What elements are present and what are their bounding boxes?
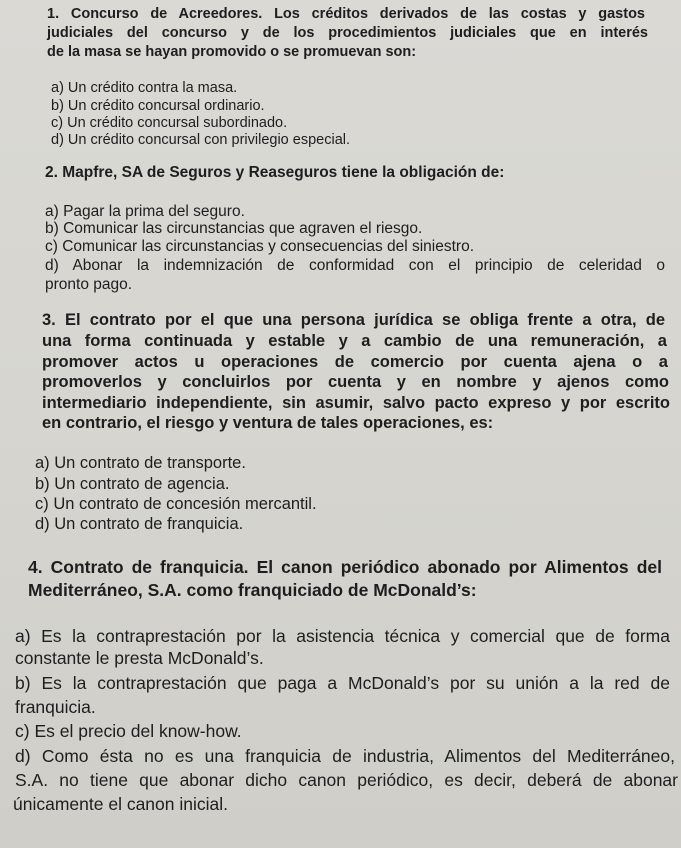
question-4-option-a-cont: constante le presta McDonald’s. xyxy=(15,648,264,668)
question-4-option-b: b) Es la contraprestación que paga a McDonald’s por su unión a la red de xyxy=(15,673,670,693)
question-4-option-c: c) Es el precio del know-how. xyxy=(15,721,242,741)
question-3-stem-line: promover actos u operaciones de comercio por cuenta ajena o a xyxy=(42,353,668,371)
question-4-option-d-cont: únicamente el canon inicial. xyxy=(13,794,228,814)
question-3-option-b: b) Un contrato de agencia. xyxy=(35,475,230,493)
question-3-stem-line: en contrario, el riesgo y ventura de tales operaciones, es: xyxy=(42,414,494,432)
question-2-stem-line: 2. Mapfre, SA de Seguros y Reaseguros tiene la obligación de: xyxy=(45,164,505,181)
question-3-option-a: a) Un contrato de transporte. xyxy=(35,454,246,472)
question-3-option-d: d) Un contrato de franquicia. xyxy=(35,515,244,533)
question-1-option-b: b) Un crédito concursal ordinario. xyxy=(51,98,265,114)
question-2-option-c: c) Comunicar las circunstancias y consecuencias del siniestro. xyxy=(45,238,475,255)
question-3-stem-line: promoverlos y concluirlos por cuenta y en nombre y ajenos como xyxy=(42,373,669,391)
question-2-option-a: a) Pagar la prima del seguro. xyxy=(45,203,245,220)
question-4-option-b-cont: franquicia. xyxy=(15,697,96,717)
question-4-option-a: a) Es la contraprestación por la asistencia técnica y comercial que de forma xyxy=(15,626,670,646)
question-4-stem-line: Mediterráneo, S.A. como franquiciado de McDonald’s: xyxy=(28,580,477,600)
question-1-option-a: a) Un crédito contra la masa. xyxy=(51,80,238,96)
question-3-stem-line: intermediario independiente, sin asumir, salvo pacto expreso y por escrito xyxy=(42,394,670,412)
question-2-option-d: d) Abonar la indemnización de conformidad con el principio de celeridad o xyxy=(45,257,665,274)
question-1-stem-line: 1. Concurso de Acreedores. Los créditos derivados de las costas y gastos xyxy=(47,6,645,22)
question-3-stem-line: 3. El contrato por el que una persona jurídica se obliga frente a otra, de xyxy=(42,311,665,329)
question-4-option-d: d) Como ésta no es una franquicia de industria, Alimentos del Mediterráneo, xyxy=(15,746,675,766)
question-1-stem-line: judiciales del concurso y de los procedimientos judiciales que en interés xyxy=(47,25,648,41)
question-3-stem-line: una forma continuada y estable y a cambio de una remuneración, a xyxy=(42,332,667,350)
question-1-option-c: c) Un crédito concursal subordinado. xyxy=(51,115,288,131)
question-1-option-d: d) Un crédito concursal con privilegio especial. xyxy=(51,132,351,148)
question-2-option-d-cont: pronto pago. xyxy=(45,276,133,293)
question-2-option-b: b) Comunicar las circunstancias que agraven el riesgo. xyxy=(45,220,423,237)
question-4-stem-line: 4. Contrato de franquicia. El canon periódico abonado por Alimentos del xyxy=(28,557,662,577)
question-1-stem-line: de la masa se hayan promovido o se promuevan son: xyxy=(47,44,417,60)
question-4-option-d-cont: S.A. no tiene que abonar dicho canon periódico, es decir, deberá de abonar xyxy=(15,770,678,790)
question-3-option-c: c) Un contrato de concesión mercantil. xyxy=(35,495,317,513)
